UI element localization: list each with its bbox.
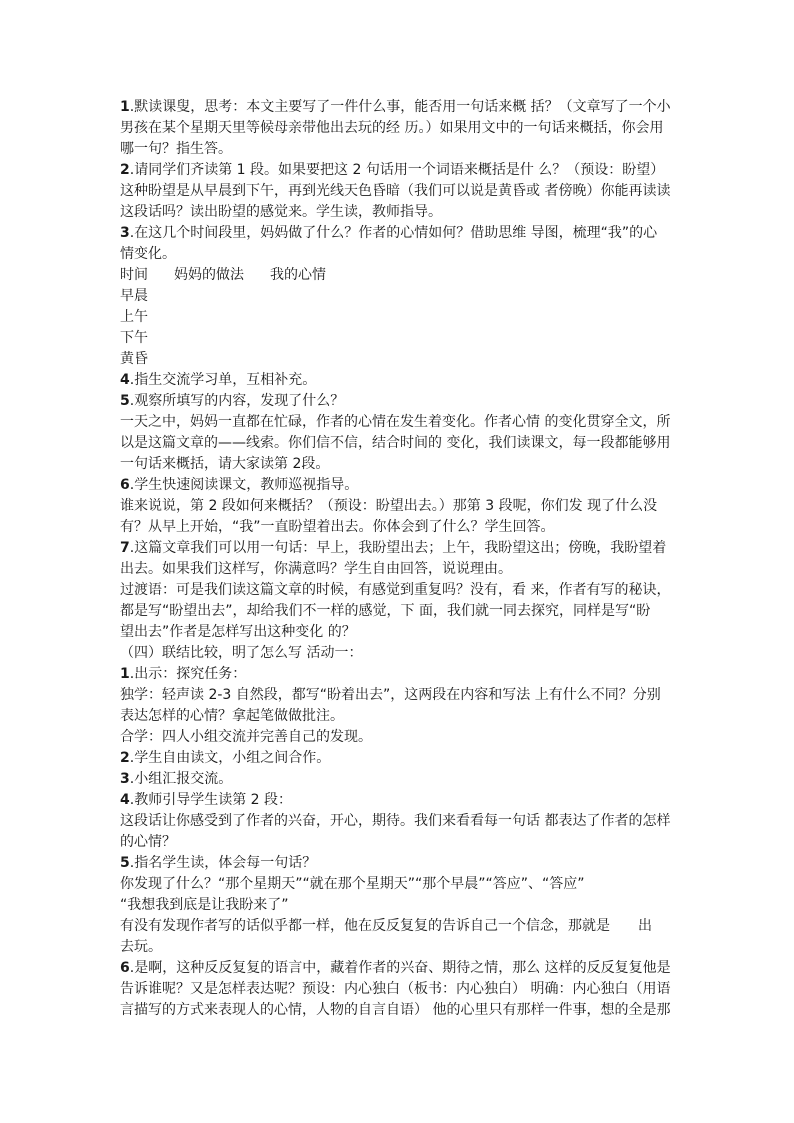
- line-text: 都是写“盼望出去”，却给我们不一样的感觉，下 面，我们就一同去探究，同样是写“盼: [120, 603, 651, 619]
- line-text: 出去。如果我们这样写，你满意吗？学生自由回答，说说理由。: [120, 561, 512, 577]
- text-line: [120, 769, 680, 790]
- item-number: 3: [120, 225, 130, 241]
- line-text: 这段话让你感受到了作者的兴奋，开心，期待。我们来看看每一句话 都表达了作者的怎样: [120, 813, 671, 829]
- text-line: [120, 664, 680, 685]
- line-text: 早晨: [120, 288, 148, 304]
- line-text: 去玩。: [120, 939, 162, 955]
- column-header: 我的心情: [270, 267, 326, 283]
- text-line: [120, 748, 680, 769]
- line-text: （四）联结比较，明了怎么写 活动一：: [120, 645, 363, 661]
- text-line: [120, 97, 680, 118]
- text-line: [120, 139, 680, 160]
- item-number: 6: [120, 960, 130, 976]
- text-line: [120, 895, 680, 916]
- line-text: .出示：探究任务：: [129, 666, 247, 682]
- line-text: 独学：轻声读 2-3 自然段，都写“盼着出去”，这两段在内容和写法 上有什么不同？分别: [120, 687, 661, 703]
- text-line: [120, 517, 680, 538]
- item-number: 5: [120, 393, 130, 409]
- text-line: [120, 727, 680, 748]
- line-text: 合学：四人小组交流并完善自己的发现。: [120, 729, 372, 745]
- text-line: [120, 559, 680, 580]
- text-line: [120, 433, 680, 454]
- text-line: [120, 391, 680, 412]
- text-line: [120, 790, 680, 811]
- column-header: 时间: [120, 267, 148, 283]
- text-line: [120, 454, 680, 475]
- text-line: [120, 160, 680, 181]
- text-line: [120, 328, 680, 349]
- text-line: [120, 685, 680, 706]
- line-text: 的心情？: [120, 834, 176, 850]
- line-text: 上午: [120, 309, 148, 325]
- line-text: .小组汇报交流。: [129, 771, 233, 787]
- line-text: 下午: [120, 330, 148, 346]
- line-text: 一句话来概括，请大家读第 2段。: [120, 456, 330, 472]
- line-text: 有？从早上开始，“我”一直盼望着出去。你体会到了什么？学生回答。: [120, 519, 555, 535]
- line-text: .在这几个时间段里，妈妈做了什么？作者的心情如何？借助思维 导图，梳理“我”的心: [129, 225, 658, 241]
- text-line: [120, 118, 680, 139]
- text-line: [120, 916, 680, 937]
- line-text: 表达怎样的心情？拿起笔做做批注。: [120, 708, 344, 724]
- line-text: .默读课叟，思考：本文主要写了一件什么事，能否用一句话来概 括？（文章写了一个小: [129, 99, 671, 115]
- line-text: .请同学们齐读第 1 段。如果要把这 2 句话用一个词语来概括是什 么？（预设：盼望）: [129, 162, 665, 178]
- text-line: [120, 958, 680, 979]
- item-number: 1: [120, 99, 130, 115]
- line-text: .指名学生读，体会每一句话？: [129, 855, 317, 871]
- item-number: 3: [120, 771, 130, 787]
- item-number: 2: [120, 162, 130, 178]
- text-line: [120, 181, 680, 202]
- line-text: 哪一句？指生答。: [120, 141, 232, 157]
- line-text: 过渡语：可是我们读这篇文章的时候，有感觉到重复吗？没有，看 来，作者有写的秘诀，: [120, 582, 671, 598]
- line-text: .教师引导学生读第 2 段：: [129, 792, 293, 808]
- text-line: [120, 832, 680, 853]
- text-line: [120, 370, 680, 391]
- text-line: [120, 538, 680, 559]
- line-text: 告诉谁呢？又是怎样表达呢？预设：内心独白（板书：内心独白） 明确：内心独白（用语: [120, 981, 671, 997]
- line-text: 以是这篇文章的——线索。你们信不信，结合时间的 变化，我们读课文，每一段都能够用: [120, 435, 671, 451]
- text-line: [120, 706, 680, 727]
- text-line: [120, 412, 680, 433]
- line-text: “我想我到底是让我盼来了”: [120, 897, 289, 913]
- line-text: .这篇文章我们可以用一句话：早上，我盼望出去；上午，我盼望这出；傍晚，我盼望着: [129, 540, 667, 556]
- text-line: [120, 349, 680, 370]
- item-number: 6: [120, 477, 130, 493]
- line-text: .是啊，这种反反复复的语言中，藏着作者的兴奋、期待之情，那么 这样的反反复复他是: [129, 960, 671, 976]
- document-page: [120, 97, 680, 1021]
- text-line: [120, 979, 680, 1000]
- text-line: [120, 874, 680, 895]
- text-line: [120, 580, 680, 601]
- item-number: 4: [120, 792, 130, 808]
- line-text: .学生快速阅读课文，教师巡视指导。: [129, 477, 359, 493]
- text-line: [120, 202, 680, 223]
- line-text: 有没有发现作者写的话似乎都一样，他在反反复复的告诉自己一个信念，那就是 出: [120, 918, 652, 934]
- item-number: 1: [120, 666, 130, 682]
- text-line: [120, 811, 680, 832]
- line-text: .观察所填写的内容，发现了什么？: [129, 393, 345, 409]
- text-line: [120, 1000, 680, 1021]
- text-line: [120, 937, 680, 958]
- line-text: 黄昏: [120, 351, 148, 367]
- table-header-row: [120, 265, 680, 286]
- text-line: [120, 286, 680, 307]
- line-text: 这段话吗？读出盼望的感觉来。学生读，教师指导。: [120, 204, 442, 220]
- line-text: 男孩在某个星期天里等候母亲带他出去玩的经 历。）如果用文中的一句话来概括，你会用: [120, 120, 664, 136]
- item-number: 7: [120, 540, 130, 556]
- line-text: .学生自由读文，小组之间合作。: [129, 750, 331, 766]
- line-text: 你发现了什么？“那个星期天”“就在那个星期天”“那个早晨”“答应”、“答应”: [120, 876, 585, 892]
- line-text: .指生交流学习单，互相补充。: [129, 372, 317, 388]
- text-line: [120, 307, 680, 328]
- text-line: [120, 853, 680, 874]
- text-line: [120, 244, 680, 265]
- text-line: [120, 622, 680, 643]
- line-text: 情变化。: [120, 246, 176, 262]
- line-text: 这种盼望是从早晨到下午，再到光线天色昏暗（我们可以说是黄昏或 者傍晚）你能再读读: [120, 183, 671, 199]
- text-line: [120, 496, 680, 517]
- item-number: 4: [120, 372, 130, 388]
- text-line: [120, 223, 680, 244]
- text-line: [120, 601, 680, 622]
- column-header: 妈妈的做法: [174, 267, 244, 283]
- item-number: 5: [120, 855, 130, 871]
- line-text: 言描写的方式来表现人的心情，人物的自言自语） 他的心里只有那样一件事，想的全是那: [120, 1002, 671, 1018]
- line-text: 一天之中，妈妈一直都在忙碌，作者的心情在发生着变化。作者心情 的变化贯穿全文，所: [120, 414, 671, 430]
- line-text: 谁来说说，第 2 段如何来概括？（预设：盼望出去。）那第 3 段呢，你们发 现了什么没: [120, 498, 658, 514]
- text-line: [120, 643, 680, 664]
- item-number: 2: [120, 750, 130, 766]
- text-line: [120, 475, 680, 496]
- line-text: 望出去”作者是怎样写出这种变化 的？: [120, 624, 356, 640]
